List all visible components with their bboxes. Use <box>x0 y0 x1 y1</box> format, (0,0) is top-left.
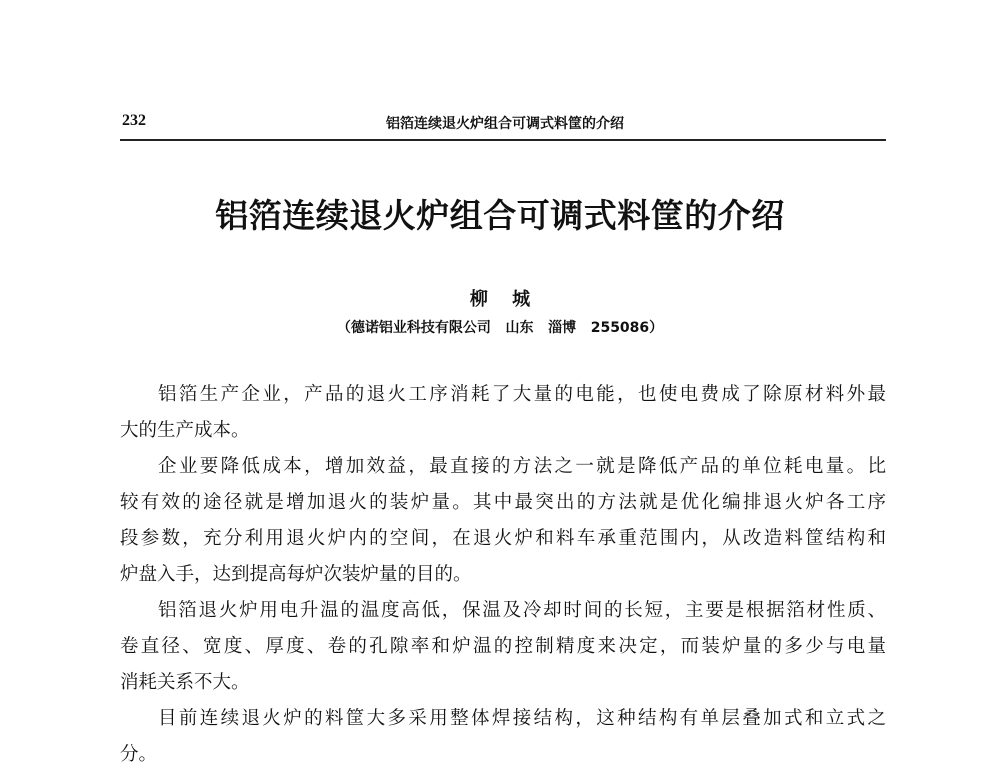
paragraph-line: 企业要降低成本，增加效益，最直接的方法之一就是降低产品的单位耗电量。比 <box>158 456 886 477</box>
paragraph <box>120 597 886 705</box>
header-rule <box>120 139 886 141</box>
author-name: 柳 城 <box>469 289 531 310</box>
article-body <box>120 381 886 777</box>
paragraph <box>120 381 886 453</box>
paragraph-line: 铝箔退火炉用电升温的温度高低，保温及冷却时间的长短，主要是根据箔材性质、 <box>158 600 886 621</box>
paragraph-line: 炉盘入手，达到提高每炉次装炉量的目的。 <box>120 564 472 585</box>
paragraph-line: 目前连续退火炉的料筐大多采用整体焊接结构，这种结构有单层叠加式和立式之 <box>158 708 886 729</box>
paragraph-line: 较有效的途径就是增加退火的装炉量。其中最突出的方法就是优化编排退火炉各工序 <box>120 492 886 513</box>
paragraph-line: 卷直径、宽度、厚度、卷的孔隙率和炉温的控制精度来决定，而装炉量的多少与电量 <box>120 636 886 657</box>
author-affiliation: （德诺铝业科技有限公司 山东 淄博 255086） <box>336 320 664 336</box>
paragraph-line: 大的生产成本。 <box>120 420 250 441</box>
paragraph <box>120 705 886 777</box>
paragraph-line: 消耗关系不大。 <box>120 672 250 693</box>
paragraph-line: 分。 <box>120 744 158 765</box>
article-title: 铝箔连续退火炉组合可调式料筐的介绍 <box>215 196 785 235</box>
running-header-title: 铝箔连续退火炉组合可调式料筐的介绍 <box>386 116 624 132</box>
paragraph-line: 铝箔生产企业，产品的退火工序消耗了大量的电能，也使电费成了除原材料外最 <box>158 384 886 405</box>
paragraph-line: 段参数，充分利用退火炉内的空间，在退火炉和料车承重范围内，从改造料筐结构和 <box>120 528 886 549</box>
paragraph <box>120 453 886 597</box>
page-number: 232 <box>122 112 146 129</box>
